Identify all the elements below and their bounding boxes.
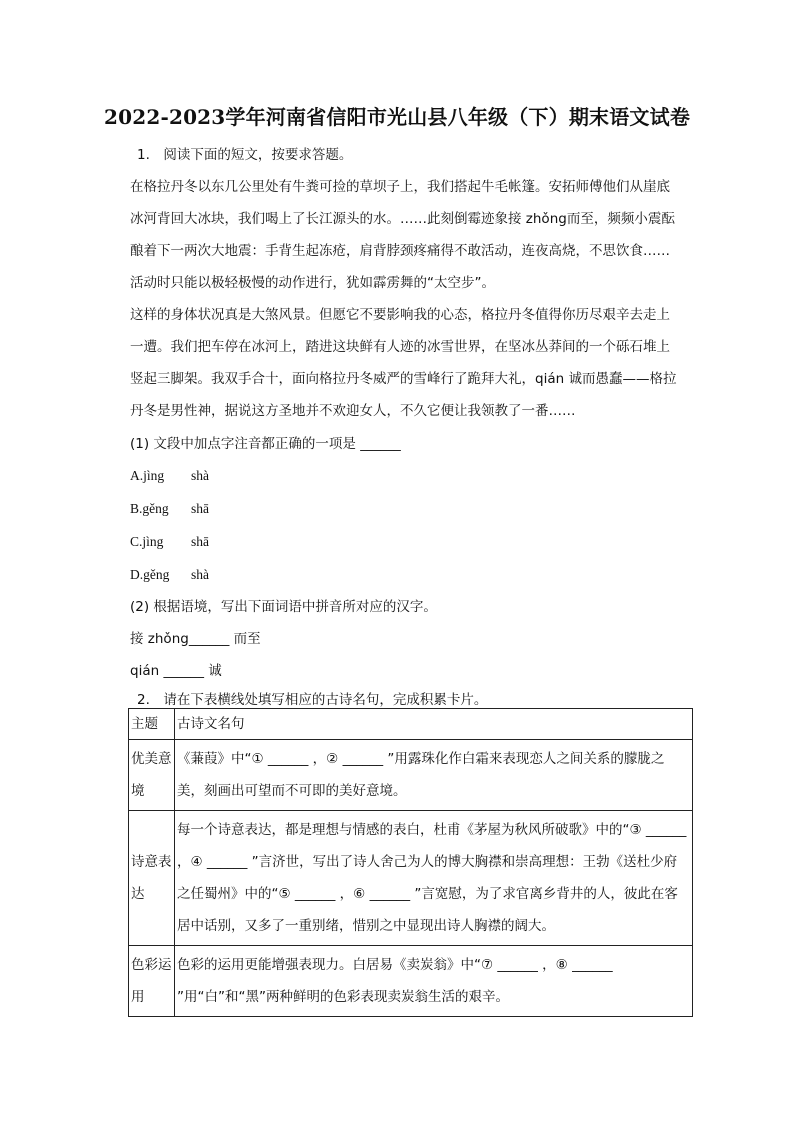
passage-line: 丹冬是男性神，据说这方圣地并不欢迎女人，不久它便让我领教了一番…… [130,403,576,419]
exam-title: 2022-2023学年河南省信阳市光山县八年级（下）期末语文试卷 [103,105,691,129]
passage-line: 在格拉丹冬以东几公里处有牛粪可捡的草坝子上，我们搭起牛毛帐篷。安拓师傅他们从崖底 [130,179,670,195]
option-a-second: shà [191,468,209,483]
option-b-second: shā [191,501,209,516]
passage-line: 冰河背回大冰块，我们喝上了长江源头的水。……此刻倒霉迹象接 zhǒng而至，频频小震酝 [130,211,675,227]
passage-line: 一遭。我们把车停在冰河上，踏进这块鲜有人迹的冰雪世界，在坚冰丛莽间的一个砾石堆上 [130,339,670,355]
row-content[interactable]: 色彩的运用更能增强表现力。白居易《卖炭翁》中“⑦ ______ ，⑧ ______ ”用“白”和“黑”两种鲜明的色彩表现卖炭翁生活的艰辛。 [175,946,693,1017]
fill-blank-2[interactable]: qián ______ 诚 [130,663,222,679]
option-b-text: B.gěng [130,501,169,516]
header-theme: 主题 [129,709,175,740]
table-header-row [129,709,693,740]
option-a[interactable] [130,466,209,486]
row-content[interactable]: 每一个诗意表达，都是理想与情感的表白，杜甫《茅屋为秋风所破歌》中的“③ ______ ，④ ______ ”言济世，写出了诗人舍己为人的博大胸襟和崇高理想：王勃《送杜少府之任蜀州》中的“⑤ ______ ，⑥ ______ ”言宽慰，为了求官离乡背井的人，彼此在客居中话别，又多了一重别绪，惜别之中显现出诗人胸襟的阔大。 [175,811,693,946]
header-content: 古诗文名句 [175,709,693,740]
table-row [129,811,693,946]
fill-blank-1[interactable]: 接 zhǒng______ 而至 [130,631,261,647]
poetry-card-table [128,708,693,1017]
option-d-text: D.gěng [130,567,170,582]
passage-line: 竖起三脚架。我双手合十，面向格拉丹冬威严的雪峰行了跪拜大礼，qián 诚而愚蠢——格拉 [130,371,677,387]
option-b[interactable] [130,499,209,519]
row-content[interactable]: 《蒹葭》中“① ______ ，② ______ ”用露珠化作白霜来表现恋人之间关系的朦胧之美，刻画出可望而不可即的美好意境。 [175,740,693,811]
sub-question-1: (1) 文段中加点字注音都正确的一项是 ______ [130,436,401,452]
table-row [129,740,693,811]
question-2-stem: 2. 请在下表横线处填写相应的古诗名句，完成积累卡片。 [137,692,488,708]
passage-line: 酿着下一两次大地震：手背生起冻疮，肩背脖颈疼痛得不敢活动，连夜高烧，不思饮食…… [130,243,670,259]
passage-line: 活动时只能以极轻极慢的动作进行，犹如霹雳舞的“太空步”。 [130,275,495,291]
table-row [129,946,693,1017]
option-c-second: shā [191,534,209,549]
option-d-second: shà [191,567,209,582]
passage-line: 这样的身体状况真是大煞风景。但愿它不要影响我的心态，格拉丹冬值得你历尽艰辛去走上 [130,307,670,323]
row-theme: 诗意表达 [129,811,175,946]
sub-question-2: (2) 根据语境，写出下面词语中拼音所对应的汉字。 [130,599,437,615]
question-1-stem: 1. 阅读下面的短文，按要求答题。 [137,147,353,163]
option-d[interactable] [130,565,209,585]
option-c[interactable] [130,532,209,552]
row-theme: 色彩运用 [129,946,175,1017]
row-theme: 优美意境 [129,740,175,811]
option-c-text: C.jìng [130,534,164,549]
option-a-text: A.jìng [130,468,165,483]
